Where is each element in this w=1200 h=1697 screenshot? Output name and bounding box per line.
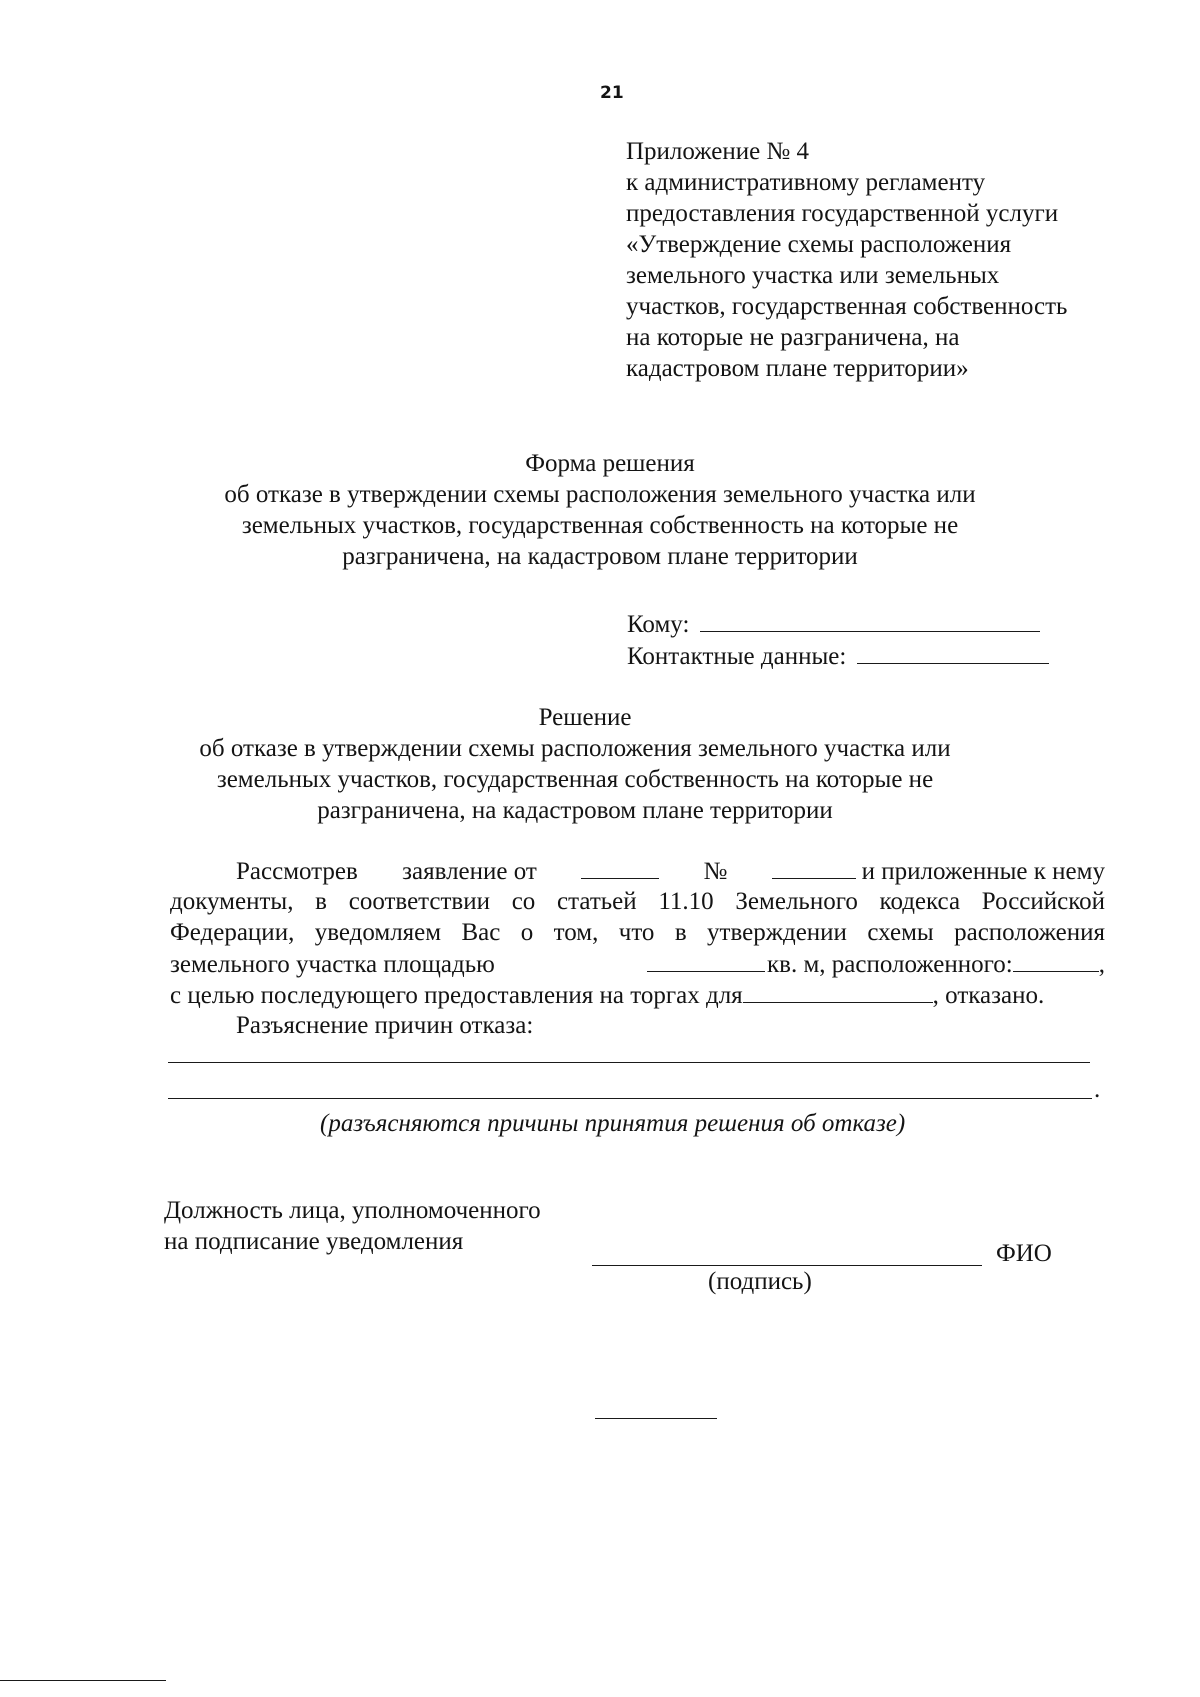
recipient-contacts-label: Контактные данные: bbox=[627, 643, 847, 670]
reasons-end-dot: . bbox=[1094, 1076, 1101, 1103]
decision-title bbox=[175, 702, 975, 826]
body-line-2: документы, в соответствии со статьей 11.10 Земельного кодекса Российской bbox=[170, 888, 1105, 915]
form-title bbox=[200, 448, 1000, 572]
recipient-to-field[interactable] bbox=[700, 608, 1040, 632]
body-line-1 bbox=[236, 855, 1105, 887]
signer-position-line: на подписание уведомления bbox=[164, 1228, 464, 1255]
recipient-contacts-field[interactable] bbox=[857, 640, 1049, 664]
end-divider bbox=[595, 1418, 717, 1419]
appendix-line: участков, государственная собственность bbox=[626, 293, 1068, 320]
area-group bbox=[647, 948, 1105, 980]
fio-label: ФИО bbox=[996, 1240, 1052, 1267]
area-field[interactable] bbox=[647, 948, 765, 972]
decision-title-line: земельных участков, государственная собственность на которые не bbox=[216, 766, 934, 793]
appendix-line: предоставления государственной услуги bbox=[626, 200, 1059, 227]
recipient-to-row bbox=[627, 608, 1040, 640]
body-text: кв. м, расположенного: bbox=[767, 951, 1013, 978]
body-text: с целью последующего предоставления на торгах для bbox=[170, 982, 743, 1009]
application-number-field[interactable] bbox=[772, 855, 856, 879]
body-text: , bbox=[1098, 951, 1105, 978]
decision-title-heading: Решение bbox=[538, 704, 632, 731]
purpose-group bbox=[170, 979, 1044, 1011]
form-title-line: разграничена, на кадастровом плане территории bbox=[342, 543, 858, 570]
reasons-field-line-2[interactable] bbox=[168, 1098, 1092, 1099]
application-number-group bbox=[772, 855, 1105, 887]
appendix-line: на которые не разграничена, на bbox=[626, 324, 960, 351]
body-line-3: Федерации, уведомляем Вас о том, что в утверждении схемы расположения bbox=[170, 919, 1105, 946]
reasons-field-line-1[interactable] bbox=[168, 1062, 1090, 1063]
body-text: земельного участка площадью bbox=[170, 951, 495, 978]
application-date-field[interactable] bbox=[581, 855, 659, 879]
signature-hint: (подпись) bbox=[708, 1268, 812, 1295]
page-number: 21 bbox=[600, 83, 624, 103]
appendix-line: кадастровом плане территории» bbox=[626, 355, 969, 382]
decision-title-line: об отказе в утверждении схемы расположения земельного участка или bbox=[199, 735, 951, 762]
body-text: , отказано. bbox=[932, 982, 1045, 1009]
appendix-header bbox=[626, 136, 1067, 384]
body-text: № bbox=[703, 858, 728, 885]
appendix-line: «Утверждение схемы расположения bbox=[626, 231, 1012, 258]
body-text: заявление от bbox=[402, 858, 537, 885]
footnote-divider bbox=[0, 1680, 166, 1681]
location-field[interactable] bbox=[1013, 948, 1099, 972]
body-line-5 bbox=[170, 979, 1105, 1011]
appendix-line: земельного участка или земельных bbox=[626, 262, 1000, 289]
signer-position bbox=[164, 1195, 541, 1257]
recipient-to-label: Кому: bbox=[627, 611, 690, 638]
body-text: Рассмотрев bbox=[236, 858, 358, 885]
form-title-line: земельных участков, государственная собственность на которые не bbox=[241, 512, 959, 539]
appendix-line: к административному регламенту bbox=[626, 169, 986, 196]
reasons-label: Разъяснение причин отказа: bbox=[236, 1012, 534, 1039]
body-line-4 bbox=[170, 948, 1105, 980]
recipient-contacts-row bbox=[627, 640, 1049, 672]
form-title-heading: Форма решения bbox=[525, 450, 695, 477]
reasons-hint: (разъясняются причины принятия решения об отказе) bbox=[320, 1110, 906, 1137]
body-text: и приложенные к нему bbox=[861, 858, 1105, 885]
appendix-line: Приложение № 4 bbox=[626, 138, 810, 165]
decision-title-line: разграничена, на кадастровом плане территории bbox=[317, 797, 833, 824]
signer-position-line: Должность лица, уполномоченного bbox=[164, 1197, 541, 1224]
form-title-line: об отказе в утверждении схемы расположения земельного участка или bbox=[224, 481, 976, 508]
purpose-field[interactable] bbox=[743, 979, 933, 1003]
